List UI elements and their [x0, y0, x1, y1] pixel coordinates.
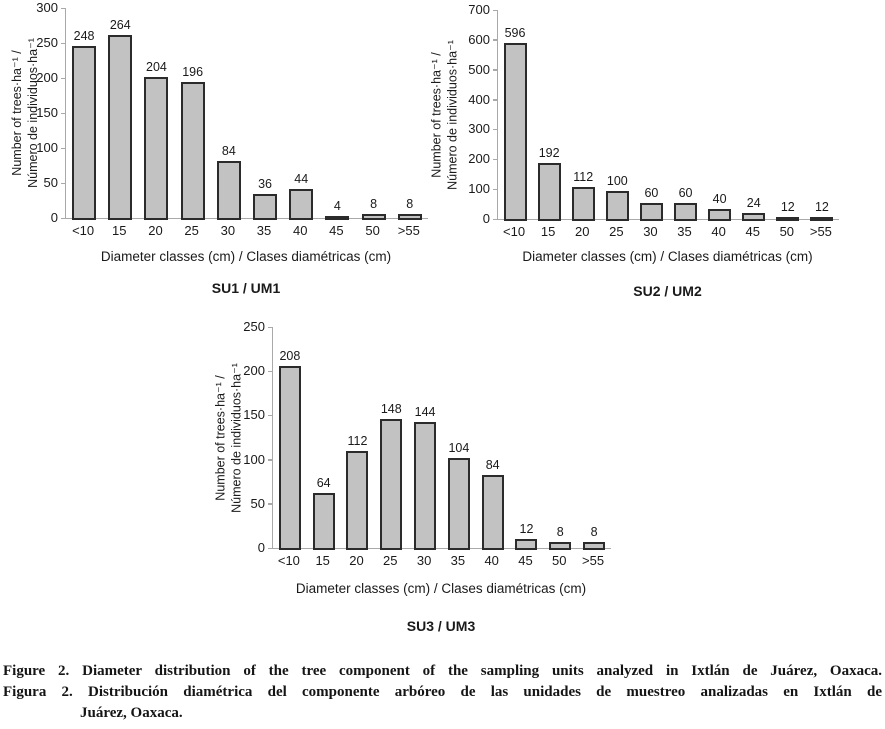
y-tick-label: 150 [243, 407, 265, 423]
y-tick-label: 250 [243, 319, 265, 334]
y-tick-label: 100 [36, 140, 58, 155]
x-axis-tick-labels [497, 224, 838, 240]
bar-slot [805, 10, 839, 219]
y-tick-mark [493, 99, 497, 101]
x-tick-label: 50 [365, 223, 380, 238]
y-tick-label: 200 [243, 363, 265, 379]
bar-value-label: 84 [485, 458, 500, 473]
y-tick-mark [61, 43, 65, 45]
bar-slot [211, 8, 247, 218]
bar-value-label: 8 [556, 525, 564, 540]
x-tick-label: 45 [329, 223, 344, 238]
bar-slot [442, 327, 476, 548]
x-tick-label: 15 [112, 223, 127, 238]
y-tick-mark [61, 78, 65, 80]
bar-value-label: 84 [221, 143, 236, 158]
y-tick-mark [268, 371, 272, 373]
bar-slot [175, 8, 211, 218]
x-tick-label: 20 [349, 553, 364, 568]
bar-value-label: 192 [538, 146, 560, 161]
chart-title: SU3 / UM3 [406, 618, 476, 634]
bar-value-label: 104 [448, 440, 470, 455]
bar-slot [319, 8, 355, 218]
y-tick-label: 100 [243, 451, 265, 467]
x-tick-label: 25 [383, 553, 398, 568]
plot-area [497, 10, 839, 220]
bar [289, 189, 313, 220]
y-tick-label: 0 [257, 540, 265, 555]
bar-value-label: 196 [182, 65, 204, 80]
bar-value-label: 12 [780, 199, 795, 214]
bar [504, 43, 527, 221]
x-tick-label: 45 [745, 224, 760, 239]
bar [810, 217, 833, 221]
bar-slot [307, 327, 341, 548]
x-axis-tick-labels [65, 223, 427, 239]
bar-slot [138, 8, 174, 218]
bar [538, 163, 561, 220]
bar [549, 542, 571, 549]
bar-slot [566, 10, 600, 219]
y-tick-mark [61, 148, 65, 150]
x-tick-label: 15 [315, 553, 330, 568]
y-tick-label: 0 [50, 210, 58, 225]
y-tick-label: 300 [36, 0, 58, 15]
bar-slot [737, 10, 771, 219]
plot-area [272, 327, 611, 549]
bar [674, 203, 697, 221]
bar-value-label: 60 [678, 185, 693, 200]
bars-group [273, 327, 611, 548]
bar [108, 35, 132, 220]
y-tick-mark [493, 219, 497, 221]
y-tick-mark [493, 10, 497, 12]
bars-group [498, 10, 839, 219]
x-tick-label: 25 [184, 223, 199, 238]
x-axis-tick-labels [272, 553, 610, 569]
y-tick-label: 400 [468, 91, 490, 107]
y-tick-mark [493, 69, 497, 71]
bar [279, 366, 301, 550]
bar [742, 213, 765, 220]
x-tick-label: >55 [397, 223, 420, 238]
y-tick-mark [268, 548, 272, 550]
bar-chart-su1-um1 [0, 0, 450, 300]
bar-value-label: 40 [712, 191, 727, 206]
y-tick-label: 50 [250, 495, 265, 511]
bar-slot [771, 10, 805, 219]
y-tick-mark [61, 113, 65, 115]
y-axis-label-line-en: Number of trees·ha⁻¹ / [429, 51, 443, 178]
bar-slot [668, 10, 702, 219]
bar-value-label: 204 [146, 59, 167, 74]
y-tick-mark [493, 189, 497, 191]
x-tick-label: 40 [711, 224, 726, 239]
y-tick-mark [61, 183, 65, 185]
bar-slot [634, 10, 668, 219]
bar [583, 542, 605, 549]
x-tick-label: 30 [220, 223, 236, 238]
bar-slot [273, 327, 307, 548]
bar [572, 187, 595, 220]
y-axis-label [212, 327, 246, 548]
bar-value-label: 64 [316, 475, 331, 490]
bar-value-label: 12 [519, 521, 534, 536]
bar-value-label: 264 [109, 17, 131, 32]
bar-value-label: 144 [414, 405, 436, 420]
x-axis-label: Diameter classes (cm) / Clases diamétricas (cm) [100, 249, 392, 264]
y-axis-label-line-es: Número de individuos·ha⁻¹ [229, 362, 243, 513]
bar [380, 419, 402, 550]
bar-value-label: 596 [504, 25, 526, 40]
bar [448, 458, 470, 550]
y-tick-mark [268, 459, 272, 461]
bar-value-label: 24 [746, 196, 761, 211]
x-tick-label: 45 [518, 553, 533, 568]
bar-value-label: 44 [294, 171, 309, 186]
bar [776, 217, 799, 221]
bar-slot [283, 8, 319, 218]
y-axis-label-line-es: Número de individuos·ha⁻¹ [445, 39, 459, 190]
bar [313, 493, 335, 550]
y-tick-label: 200 [468, 151, 490, 167]
bar [708, 209, 731, 221]
bar-chart-su2-um2 [430, 0, 885, 300]
bar-slot [543, 327, 577, 548]
bar-value-label: 112 [573, 170, 594, 185]
bar [346, 451, 368, 550]
bar-slot [374, 327, 408, 548]
caption-line-es: Figura 2. Distribución diamétrica del componente arbóreo de las unidades de muestreo analizadas en Ixtlán de [3, 684, 882, 700]
bar [362, 214, 386, 220]
x-tick-label: 40 [484, 553, 499, 568]
bar [482, 475, 504, 549]
bar-slot [102, 8, 138, 218]
x-tick-label: 35 [677, 224, 692, 239]
bar-slot [341, 327, 375, 548]
bar-slot [510, 327, 544, 548]
bar-slot [498, 10, 532, 219]
bar [398, 214, 422, 220]
plot-area [65, 8, 428, 219]
y-tick-label: 100 [468, 181, 490, 197]
bar [217, 161, 241, 220]
bar-slot [247, 8, 283, 218]
x-tick-label: 25 [609, 224, 624, 239]
bar-slot [600, 10, 634, 219]
y-tick-label: 200 [36, 70, 58, 85]
y-axis-label-line-es: Número de individuos·ha⁻¹ [26, 38, 40, 188]
bar-value-label: 8 [406, 196, 414, 211]
y-tick-mark [61, 218, 65, 220]
x-tick-label: >55 [809, 224, 832, 239]
x-tick-label: 40 [292, 223, 308, 238]
bar-value-label: 112 [347, 433, 368, 448]
x-tick-label: <10 [503, 224, 526, 239]
y-tick-mark [268, 503, 272, 505]
x-axis-label: Diameter classes (cm) / Clases diamétricas (cm) [522, 249, 813, 264]
x-tick-label: 35 [256, 223, 272, 238]
y-tick-label: 600 [468, 31, 490, 47]
bar [515, 539, 537, 550]
bar [72, 46, 96, 220]
x-tick-label: <10 [72, 223, 95, 238]
x-tick-label: 20 [575, 224, 590, 239]
y-tick-mark [61, 8, 65, 10]
y-tick-label: 300 [468, 121, 490, 137]
bar-value-label: 8 [590, 525, 598, 540]
bar [253, 194, 277, 219]
x-tick-label: 15 [540, 224, 556, 239]
x-tick-label: <10 [277, 553, 300, 568]
bar [181, 82, 205, 219]
bar-value-label: 208 [279, 348, 301, 363]
x-tick-label: 35 [450, 553, 466, 568]
x-tick-label: 30 [416, 553, 432, 568]
y-tick-mark [493, 129, 497, 131]
bar-chart-su3-um3 [205, 315, 665, 647]
caption-line-en: Figure 2. Diameter distribution of the tree component of the sampling units analyzed in Ixtlán de Juárez, Oaxaca. [3, 663, 882, 679]
x-axis-label: Diameter classes (cm) / Clases diamétricas (cm) [295, 581, 587, 596]
bar-slot [577, 327, 611, 548]
bar-value-label: 36 [258, 177, 272, 192]
y-tick-mark [493, 39, 497, 41]
y-tick-label: 150 [36, 105, 58, 120]
y-tick-mark [268, 327, 272, 329]
y-tick-label: 0 [482, 211, 490, 226]
bar-value-label: 12 [814, 199, 829, 214]
bar [640, 203, 663, 221]
chart-title: SU1 / UM1 [211, 280, 281, 296]
bar [144, 77, 168, 220]
y-tick-label: 500 [468, 61, 490, 77]
bar-slot [703, 10, 737, 219]
bars-group [66, 8, 428, 218]
figure-caption [0, 661, 885, 724]
y-tick-label: 250 [36, 35, 58, 50]
y-tick-mark [493, 159, 497, 161]
bar-value-label: 100 [606, 173, 628, 188]
x-tick-label: 20 [148, 223, 163, 238]
chart-title: SU2 / UM2 [633, 283, 702, 299]
bar-slot [476, 327, 510, 548]
y-axis-label-line-en: Number of trees·ha⁻¹ / [213, 374, 227, 501]
bar-slot [66, 8, 102, 218]
bar-slot [408, 327, 442, 548]
y-tick-mark [268, 415, 272, 417]
bar-value-label: 248 [73, 28, 95, 43]
y-axis-label-line-en: Number of trees·ha⁻¹ / [10, 50, 24, 176]
bar-value-label: 60 [644, 185, 659, 200]
x-tick-label: >55 [582, 553, 605, 568]
bar-value-label: 148 [380, 401, 402, 416]
bar [414, 422, 436, 549]
x-tick-label: 50 [779, 224, 795, 239]
bar-slot [532, 10, 566, 219]
bar-slot [392, 8, 428, 218]
bar-value-label: 8 [370, 196, 378, 211]
y-tick-label: 700 [468, 2, 490, 17]
caption-line-es-continued: Juárez, Oaxaca. [80, 705, 183, 721]
x-tick-label: 30 [643, 224, 658, 239]
bar-value-label: 4 [333, 198, 341, 213]
bar [325, 216, 349, 220]
bar-slot [356, 8, 392, 218]
y-tick-label: 50 [43, 175, 58, 190]
bar [606, 191, 629, 221]
x-tick-label: 50 [552, 553, 567, 568]
